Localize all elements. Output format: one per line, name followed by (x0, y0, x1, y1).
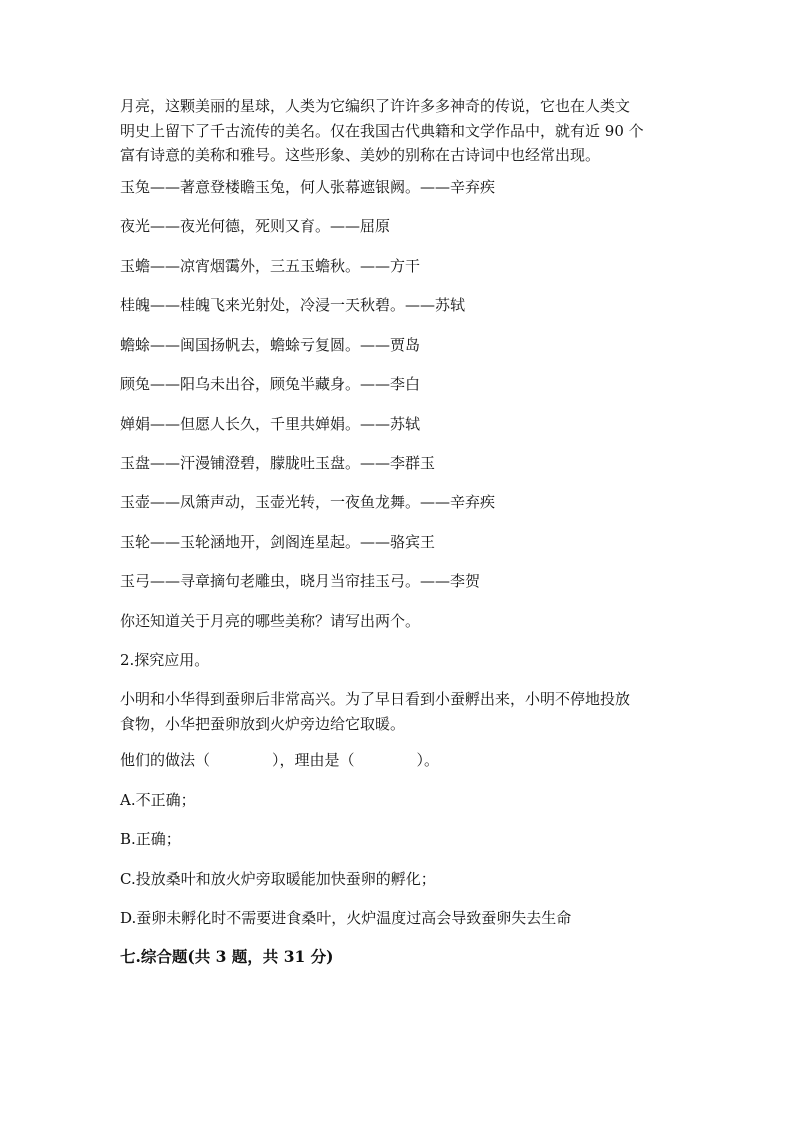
question-2-context (120, 687, 680, 736)
option-c: C.投放桑叶和放火炉旁取暖能加快蚕卵的孵化； (120, 870, 436, 888)
moon-name-item: 婵娟——但愿人长久，千里共婵娟。——苏轼 (120, 415, 421, 433)
question-2-title: 2.探究应用。 (120, 651, 210, 669)
moon-name-item: 玉弓——寻章摘句老雕虫，晓月当帘挂玉弓。——李贺 (120, 572, 481, 590)
moon-name-item: 蟾蜍——闽国扬帆去，蟾蜍亏复圆。——贾岛 (120, 336, 421, 354)
moon-name-item: 桂魄——桂魄飞来光射处，冷浸一天秋碧。——苏轼 (120, 296, 466, 314)
option-a: A.不正确； (120, 791, 196, 809)
stem-text: ），理由是（ (272, 751, 355, 769)
moon-name-item: 玉蟾——凉宵烟霭外，三五玉蟾秋。——方干 (120, 257, 421, 275)
stem-text: ）。 (416, 751, 440, 769)
moon-name-item: 夜光——夜光何德，死则又育。——屈原 (120, 217, 391, 235)
option-d: D.蚕卵未孵化时不需要进食桑叶，火炉温度过高会导致蚕卵失去生命 (120, 909, 572, 927)
intro-line: 月亮，这颗美丽的星球，人类为它编织了许许多多神奇的传说，它也在人类文 (120, 97, 631, 115)
moon-name-item: 玉兔——著意登楼瞻玉兔，何人张幕遮银阙。——辛弃疾 (120, 178, 496, 196)
stem-text: 他们的做法（ (120, 751, 211, 769)
context-line: 小明和小华得到蚕卵后非常高兴。为了早日看到小蚕孵出来，小明不停地投放 (120, 690, 631, 708)
moon-name-item: 玉盘——汗漫铺澄碧，朦胧吐玉盘。——李群玉 (120, 454, 436, 472)
moon-name-item: 玉壶——凤箫声动，玉壶光转，一夜鱼龙舞。——辛弃疾 (120, 493, 496, 511)
moon-name-item: 玉轮——玉轮涵地开，剑阁连星起。——骆宾王 (120, 533, 436, 551)
intro-paragraph (120, 94, 680, 168)
section-7-heading: 七.综合题(共 3 题，共 31 分) (120, 947, 334, 966)
intro-line: 富有诗意的美称和雅号。这些形象、美妙的别称在古诗词中也经常出现。 (120, 146, 601, 164)
intro-line: 明史上留下了千古流传的美名。仅在我国古代典籍和文学作品中，就有近 90 个 (120, 121, 644, 140)
moon-question: 你还知道关于月亮的哪些美称？请写出两个。 (120, 612, 421, 630)
moon-name-item: 顾兔——阳乌未出谷，顾兔半藏身。——李白 (120, 375, 421, 393)
context-line: 食物，小华把蚕卵放到火炉旁边给它取暖。 (120, 714, 406, 733)
option-b: B.正确； (120, 830, 181, 848)
question-2-stem (120, 750, 439, 770)
